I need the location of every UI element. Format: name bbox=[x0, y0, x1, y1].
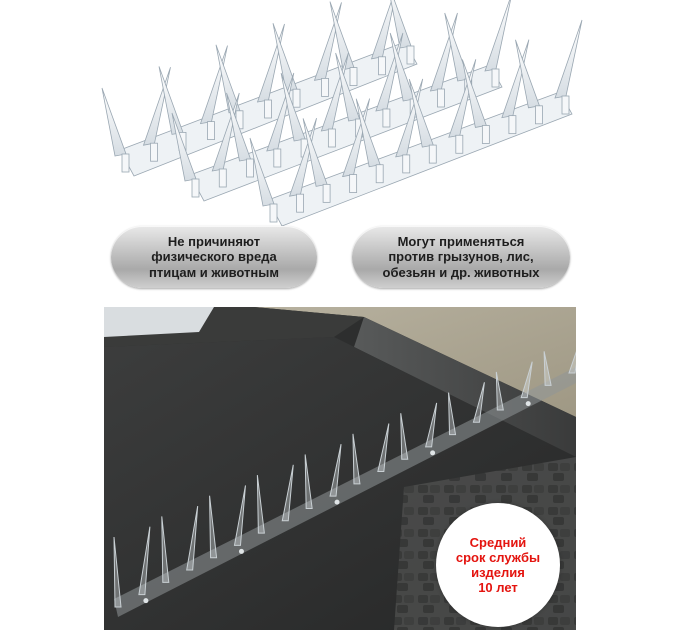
strip-tooth bbox=[350, 175, 357, 193]
screw-hole bbox=[239, 549, 244, 554]
strip-tooth bbox=[219, 169, 226, 187]
strip-tooth bbox=[208, 122, 215, 140]
strip-tooth bbox=[383, 109, 390, 127]
feature-line: обезьян и др. животных bbox=[382, 264, 540, 280]
service-life-badge bbox=[436, 503, 560, 627]
strip-tooth bbox=[456, 135, 463, 153]
strip-tooth bbox=[323, 184, 330, 202]
strip-tooth bbox=[192, 179, 199, 197]
strip-tooth bbox=[270, 204, 277, 222]
screw-hole bbox=[335, 500, 340, 505]
spike bbox=[485, 0, 512, 71]
badge-line: 10 лет bbox=[478, 580, 518, 595]
strip-tooth bbox=[293, 89, 300, 107]
strip-tooth bbox=[265, 100, 272, 118]
feature-pill-harmless bbox=[111, 226, 317, 288]
badge-line: изделия bbox=[471, 565, 525, 580]
strip-tooth bbox=[535, 106, 542, 124]
strip-tooth bbox=[562, 96, 569, 114]
strip-tooth bbox=[429, 145, 436, 163]
strip-tooth bbox=[437, 89, 444, 107]
badge-line: Средний bbox=[469, 535, 527, 550]
strip-tooth bbox=[247, 159, 254, 177]
feature-pill-other-animals bbox=[352, 226, 570, 288]
badge-line: срок службы bbox=[455, 550, 541, 565]
strip-tooth bbox=[151, 143, 158, 161]
strip-tooth bbox=[322, 78, 329, 96]
screw-hole bbox=[143, 598, 148, 603]
strip-tooth bbox=[274, 149, 281, 167]
feature-line: Могут применяться bbox=[397, 233, 525, 249]
strip-tooth bbox=[379, 57, 386, 75]
strip-tooth bbox=[509, 116, 516, 134]
strip-tooth bbox=[407, 46, 414, 64]
feature-line: физического вреда bbox=[151, 249, 277, 265]
screw-hole bbox=[526, 401, 531, 406]
feature-line: Не причиняют bbox=[167, 233, 261, 249]
strip-tooth bbox=[376, 165, 383, 183]
strip-tooth bbox=[492, 69, 499, 87]
strip-tooth bbox=[122, 154, 129, 172]
spike-strips-render bbox=[0, 0, 680, 230]
strip-tooth bbox=[328, 129, 335, 147]
strip-tooth bbox=[297, 194, 304, 212]
strip-tooth bbox=[403, 155, 410, 173]
spike bbox=[102, 88, 126, 156]
feature-line: птицам и животным bbox=[148, 264, 279, 280]
screw-hole bbox=[430, 450, 435, 455]
strip-tooth bbox=[482, 125, 489, 143]
feature-line: против грызунов, лис, bbox=[388, 249, 534, 265]
spike bbox=[555, 20, 582, 98]
strip-tooth bbox=[350, 68, 357, 86]
